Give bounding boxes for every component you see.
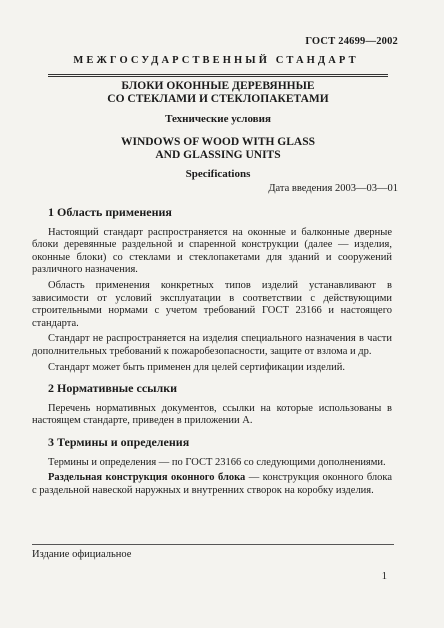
title-en-line1: WINDOWS OF WOOD WITH GLASS [120, 136, 316, 148]
title-ru-line1: БЛОКИ ОКОННЫЕ ДЕРЕВЯННЫЕ [121, 80, 315, 92]
section-heading: 1 Область применения [48, 205, 172, 219]
document-body [32, 206, 392, 505]
term-name: Раздельная конструкция оконного блока [48, 472, 246, 484]
term-definition: — конструкция оконного блока с раздельной навеской наружных и внутренних створок на коробку изделия. [32, 472, 392, 496]
paragraph: Область применения конкретных типов изделий устанавливают в зависимости от условий эксплуатации в соответствии с действующими строительными нормами с учетом требований ГОСТ 23166 и настоящего стандарта. [32, 279, 392, 329]
paragraph: Стандарт может быть применен для целей сертификации изделий. [48, 361, 345, 373]
section-terms-definitions [32, 436, 392, 497]
header-rule-second [48, 76, 388, 77]
paragraph: Перечень нормативных документов, ссылки на которые использованы в настоящем стандарте, приведен в приложении А. [32, 402, 392, 427]
footer-rule [32, 544, 394, 545]
title-block [48, 80, 388, 180]
title-en-line2: AND GLASSING UNITS [155, 149, 281, 161]
title-ru-subtitle: Технические условия [165, 113, 271, 125]
section-heading: 2 Нормативные ссылки [48, 381, 178, 396]
page-number: 1 [381, 571, 387, 582]
standard-code: ГОСТ 24699—2002 [305, 36, 398, 47]
title-en-subtitle: Specifications [185, 168, 251, 180]
introduction-date: Дата введения 2003—03—01 [268, 183, 398, 194]
paragraph: Настоящий стандарт распространяется на оконные и балконные дверные блоки деревянные раздельной и спаренной конструкции (далее — изделия, оконные блоки) со стеклами и стеклопакетами для зданий и сооружений различного назначения. [32, 226, 392, 276]
section-heading: 3 Термины и определения [48, 434, 190, 449]
interstate-standard-banner: МЕЖГОСУДАРСТВЕННЫЙ СТАНДАРТ [73, 55, 359, 66]
paragraph: Термины и определения — по ГОСТ 23166 со следующими дополнениями. [48, 456, 386, 468]
section-scope [32, 206, 392, 374]
header-rule [48, 74, 388, 75]
section-normative-references [32, 382, 392, 428]
paragraph: Стандарт не распространяется на изделия специального назначения в части дополнительных требований к пожаробезопасности, защите от взлома и др. [32, 333, 392, 357]
official-edition-note: Издание официальное [32, 549, 132, 560]
term-definition-paragraph [32, 472, 392, 497]
title-ru-line2: СО СТЕКЛАМИ И СТЕКЛОПАКЕТАМИ [107, 93, 329, 105]
